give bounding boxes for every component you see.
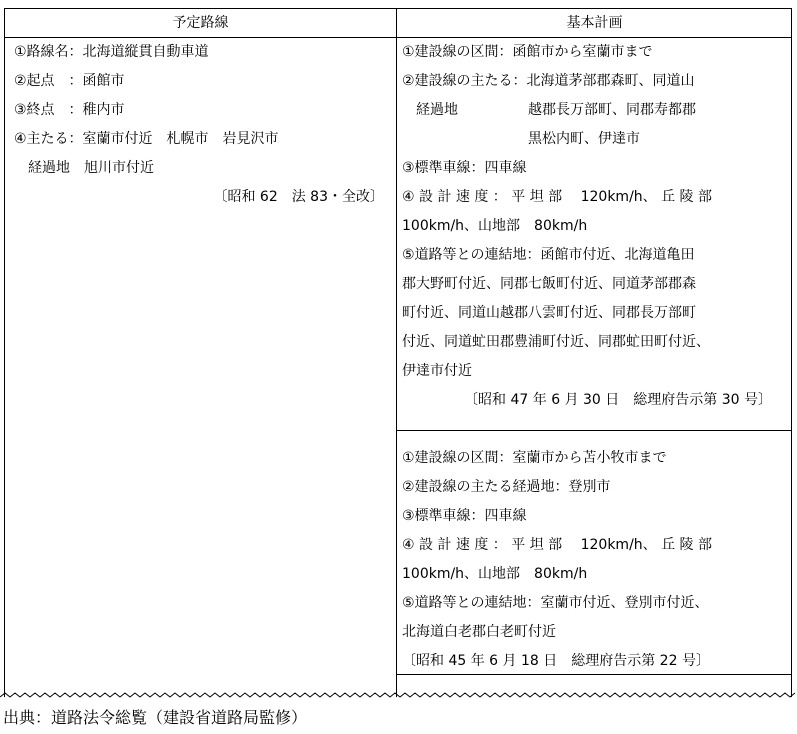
basic-plan-line: ②建設線の主たる：北海道茅部郡森町、同道山 (402, 73, 695, 89)
header-basic-plan: 基本計画 (566, 15, 623, 31)
basic-plan-line: ③標準車線：四車線 (402, 508, 527, 524)
basic-plan-line: 郡大野町付近、同郡七飯町付近、同道茅部郡森 (402, 276, 696, 292)
basic-plan-line: 付近、同道虻田郡豊浦町付近、同郡虻田町付近、 (402, 334, 710, 350)
basic-plan-line: ③標準車線：四車線 (402, 160, 527, 176)
basic-plan-line: ④ 設 計 速 度 ： 平 坦 部 120km/h、 丘 陵 部 (402, 537, 713, 553)
planned-route-line: 経過地 旭川市付近 (14, 160, 154, 176)
planned-route-line: ①路線名：北海道縦貫自動車道 (14, 44, 209, 60)
basic-plan-1-note: 〔昭和 47 年 6 月 30 日 総理府告示第 30 号〕 (464, 392, 772, 408)
basic-plan-line: ⑤道路等との連結地：函館市付近、北海道亀田 (402, 247, 695, 263)
basic-plan-2-note: 〔昭和 45 年 6 月 18 日 総理府告示第 22 号〕 (402, 653, 710, 669)
torn-edge-line (0, 689, 797, 705)
basic-plan-line: ⑤道路等との連結地：室蘭市付近、登別市付近、 (402, 595, 709, 611)
basic-plan-line: ④ 設 計 速 度 ： 平 坦 部 120km/h、 丘 陵 部 (402, 189, 713, 205)
header-planned-route: 予定路線 (172, 15, 229, 31)
basic-plan-line: ②建設線の主たる経過地：登別市 (402, 479, 611, 495)
basic-plan-line: 100km/h、山地部 80km/h (402, 566, 588, 582)
planned-route-line: ④主たる：室蘭市付近 札幌市 岩見沢市 (14, 131, 279, 147)
planned-route-line: ②起点 ：函館市 (14, 73, 125, 89)
basic-plan-line: ①建設線の区間：室蘭市から苫小牧市まで (402, 450, 667, 466)
basic-plan-line: 100km/h、山地部 80km/h (402, 218, 588, 234)
column-divider (396, 8, 397, 697)
basic-plan-line: 伊達市付近 (402, 363, 472, 379)
section-divider (396, 430, 792, 431)
planned-route-line: ③終点 ：稚内市 (14, 102, 125, 118)
basic-plan-line: 町付近、同道山越郡八雲町付近、同郡長万部町 (402, 305, 696, 321)
basic-plan-line: 北海道白老郡白老町付近 (402, 624, 556, 640)
source-caption: 出典：道路法令総覧（建設省道路局監修） (3, 708, 308, 727)
planned-route-note: 〔昭和 62 法 83・全改〕 (213, 189, 384, 205)
basic-plan-line: ①建設線の区間：函館市から室蘭市まで (402, 44, 653, 60)
basic-plan-line: 経過地 越郡長万部町、同郡寿都郡 (402, 102, 696, 118)
basic-plan-line: 黒松内町、伊達市 (402, 131, 640, 147)
